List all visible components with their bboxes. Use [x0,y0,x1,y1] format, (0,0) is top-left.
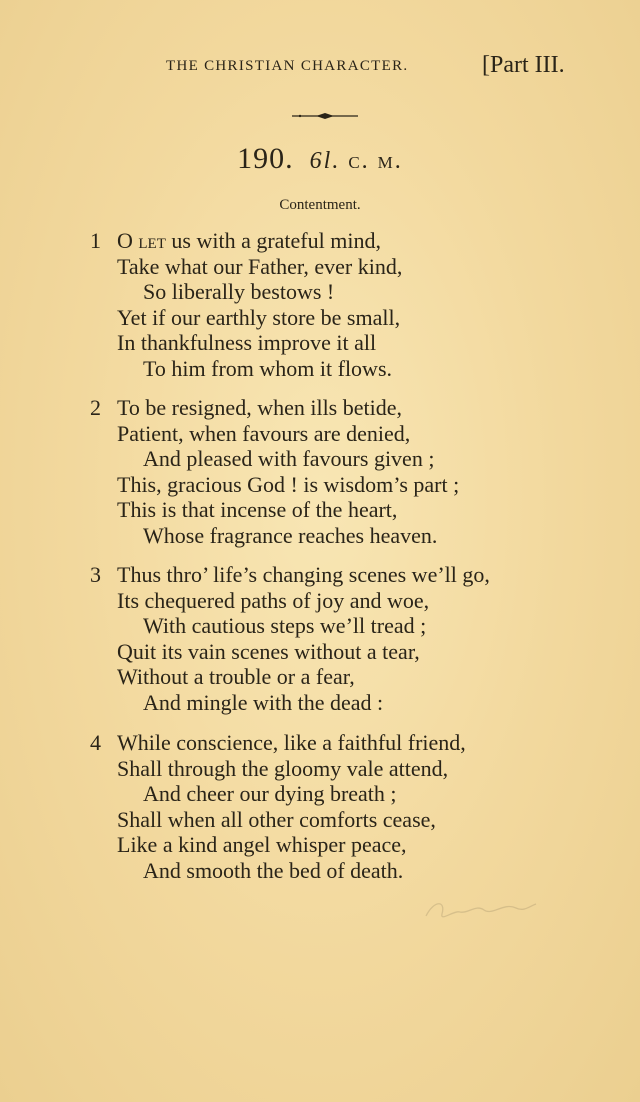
verse-line: This is that incense of the heart, [117,497,398,522]
pencil-mark-icon [420,890,540,930]
verse-line: Patient, when favours are denied, [117,420,411,446]
verse-line: And pleased with favours given ; [143,446,435,471]
ornament-rule-icon [290,112,360,120]
verse-line: To him from whom it flows. [143,355,393,381]
meter-number: 6l. [309,148,341,174]
verse-line: In thankfulness improve it all [117,330,377,355]
running-header [0,52,640,86]
verse-line: And smooth the bed of death. [143,857,404,883]
verse-line: And cheer our dying breath ; [143,781,397,806]
stanza-number: 4 [90,730,101,755]
hymn-subtitle: Contentment. [279,197,361,213]
meter-abbreviation: c. m. [348,148,403,174]
part-label: [Part III. [482,52,565,78]
hymn-number: 190. [237,142,294,175]
hymn-meter [310,148,403,174]
stanza-number: 3 [90,562,101,587]
verse-line: Its chequered paths of joy and woe, [117,587,430,613]
hymn-heading [0,142,640,176]
running-title: THE CHRISTIAN CHARACTER. [166,58,409,74]
verse-line: This, gracious God ! is wisdom’s part ; [117,471,460,497]
verse-rest: us with a grateful mind, [165,228,381,253]
verse-line: Without a trouble or a fear, [117,664,355,689]
verse-line [117,228,381,254]
verse-line: While conscience, like a faithful friend, [117,730,466,755]
verse-line: Take what our Father, ever kind, [117,253,403,279]
verse-line: Quit its vain scenes without a tear, [117,638,420,664]
verse-line: Whose fragrance reaches heaven. [143,522,438,548]
verse-lead: O [117,228,139,253]
verse-line: And mingle with the dead : [143,689,384,715]
stanza-number: 2 [90,395,101,420]
verse-line: To be resigned, when ills betide, [117,395,403,420]
verse-line: Shall through the gloomy vale attend, [117,755,449,781]
verse-line: Thus thro’ life’s changing scenes we’ll go, [117,562,490,587]
verse-smallcaps: let [138,228,166,253]
verse-line: Shall when all other comforts cease, [117,806,436,832]
verse-line: Yet if our earthly store be small, [117,304,401,330]
verse-line: Like a kind angel whisper peace, [117,832,407,857]
verse-line: So liberally bestows ! [143,279,335,304]
verse-line: With cautious steps we’ll tread ; [143,613,427,638]
stanza-number: 1 [90,228,101,253]
